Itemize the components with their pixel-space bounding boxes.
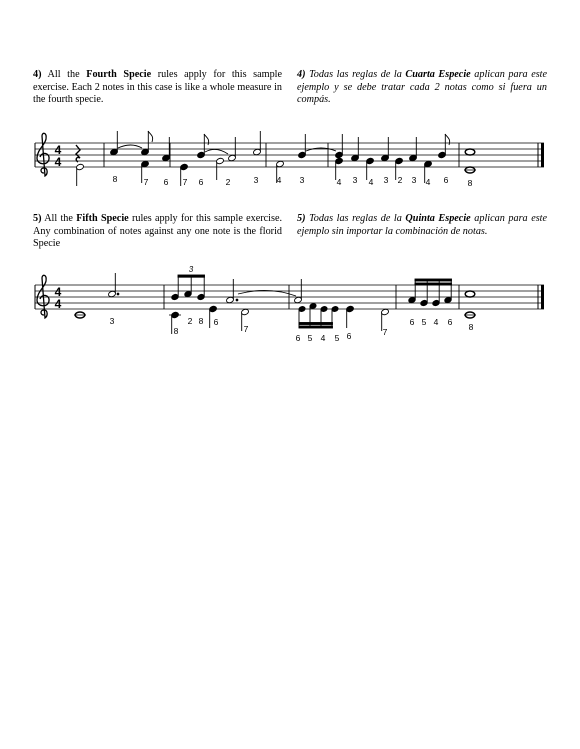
interval-label: 6 (163, 177, 169, 187)
time-sig-top: 4 (54, 285, 62, 299)
section5-es-post: aplican para este ejemplo sin importar la combinación de notas. (297, 213, 548, 237)
interval-label: 5 (334, 333, 340, 343)
interval-label: 8 (112, 174, 118, 184)
fifth-specie-staff (0, 262, 580, 352)
interval-label: 3 (411, 175, 417, 185)
interval-label: 6 (295, 333, 301, 343)
section4-spanish-text (297, 69, 547, 107)
interval-label: 2 (187, 316, 193, 326)
lower-voice (74, 303, 476, 334)
quarter-rest-icon (76, 145, 80, 162)
interval-label: 3 (253, 175, 259, 185)
interval-label: 3 (383, 175, 389, 185)
interval-label: 4 (336, 177, 342, 187)
interval-label: 6 (213, 317, 219, 327)
interval-label: 6 (346, 331, 352, 341)
time-sig-top: 4 (54, 143, 62, 157)
time-sig-bottom: 4 (54, 297, 62, 311)
interval-label: 6 (409, 317, 415, 327)
interval-label: 2 (225, 177, 231, 187)
section4-specie-name: Fourth Specie (86, 69, 152, 80)
section4-es-pre: Todas las reglas de la (309, 69, 402, 80)
section4-number: 4) (33, 69, 42, 80)
section5-pre: All the (44, 213, 73, 224)
interval-label: 6 (443, 175, 449, 185)
interval-label: 7 (243, 324, 249, 334)
section4-english-text (33, 69, 282, 107)
interval-label: 8 (468, 322, 474, 332)
section5-spanish-text (297, 213, 547, 238)
section5-es-specie-name: Quinta Especie (405, 213, 471, 224)
section5-english-text (33, 213, 282, 251)
interval-label: 2 (397, 175, 403, 185)
section5-es-pre: Todas las reglas de la (309, 213, 402, 224)
upper-voice (108, 273, 475, 307)
interval-label: 5 (421, 317, 427, 327)
section4-post: rules apply for this sample exercise. Each 2 notes in this case is like a whole measure in the fourth specie. (33, 69, 283, 106)
interval-label: 3 (299, 175, 305, 185)
interval-label: 7 (143, 177, 149, 187)
upper-voice (76, 131, 475, 162)
section4-pre: All the (47, 69, 80, 80)
interval-labels (113, 174, 473, 188)
section5-post: rules apply for this sample exercise. Any combination of notes against any one note is the florid Specie (33, 213, 283, 250)
interval-label: 5 (307, 333, 313, 343)
interval-label: 4 (320, 333, 326, 343)
fourth-specie-staff (0, 120, 580, 200)
interval-label: 6 (447, 317, 453, 327)
section4-es-post: aplican para este ejemplo y se debe tratar cada 2 notas como si fuera un compás. (297, 69, 548, 106)
interval-label: 4 (425, 177, 431, 187)
section5-es-number: 5) (297, 213, 306, 224)
interval-label: 3 (109, 316, 115, 326)
interval-label: 3 (352, 175, 358, 185)
interval-label: 4 (276, 175, 282, 185)
interval-label: 8 (173, 326, 179, 336)
section4-es-specie-name: Cuarta Especie (405, 69, 471, 80)
triplet-label: 3 (188, 265, 194, 274)
interval-labels (110, 316, 474, 343)
interval-label: 4 (368, 177, 374, 187)
interval-label: 7 (382, 327, 388, 337)
section4-es-number: 4) (297, 69, 306, 80)
section5-specie-name: Fifth Specie (76, 213, 129, 224)
interval-label: 8 (198, 316, 204, 326)
section5-number: 5) (33, 213, 42, 224)
interval-label: 4 (433, 317, 439, 327)
interval-label: 7 (182, 177, 188, 187)
interval-label: 8 (467, 178, 473, 188)
time-sig-bottom: 4 (54, 155, 62, 169)
interval-label: 6 (198, 177, 204, 187)
